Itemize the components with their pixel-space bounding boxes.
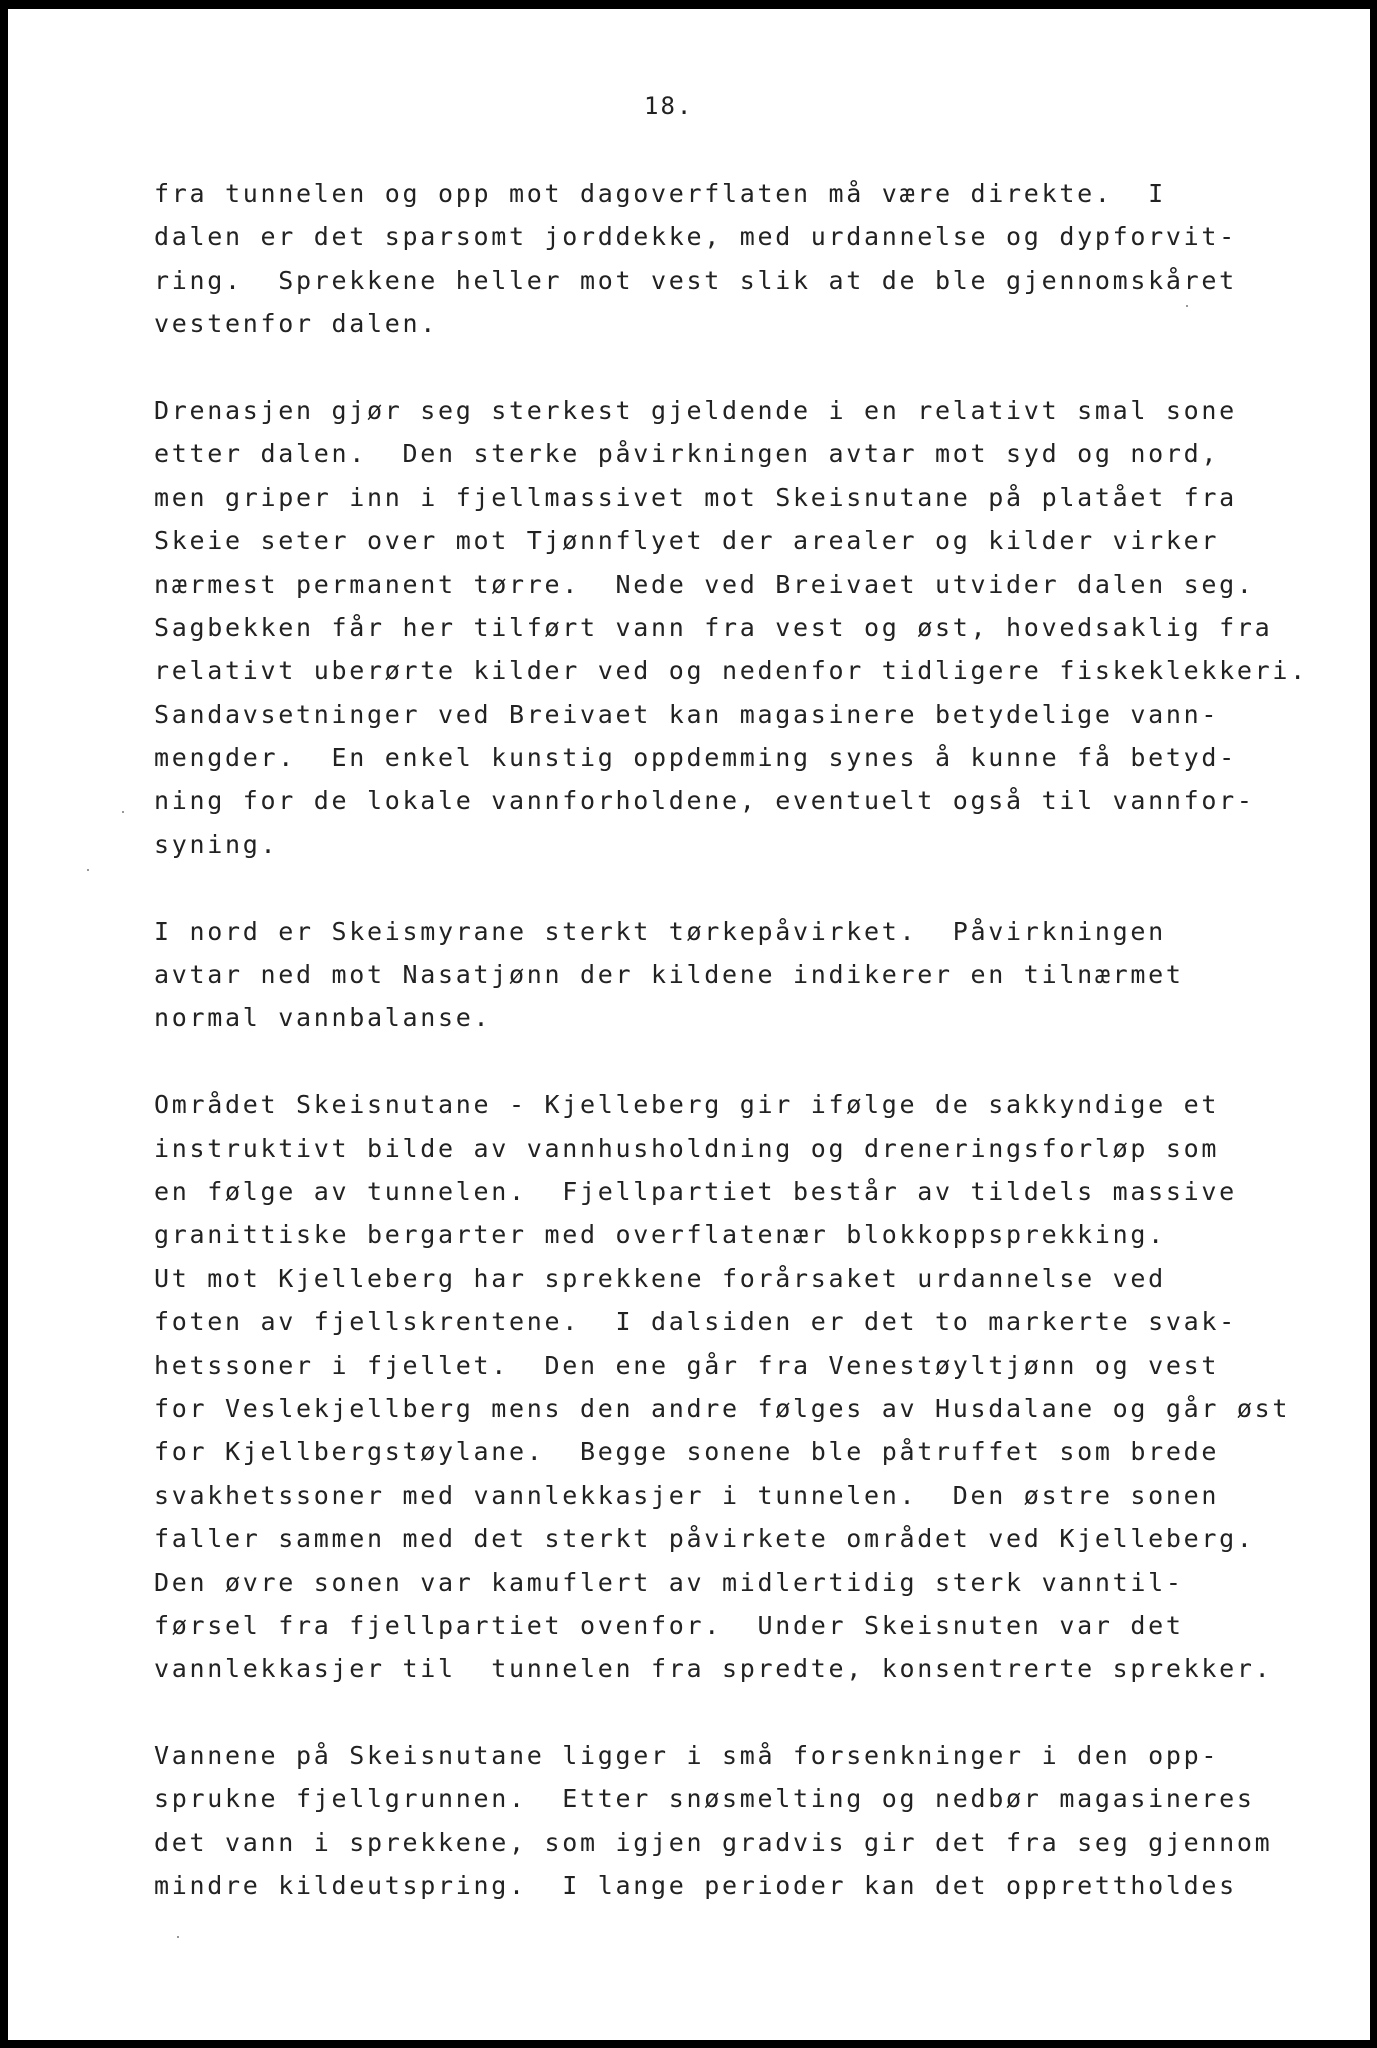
text-line: relativt uberørte kilder ved og nedenfor tidligere fiskeklekkeri.: [154, 656, 1308, 686]
text-line: vannlekkasjer til tunnelen fra spredte, konsentrerte sprekker.: [154, 1654, 1273, 1684]
text-line: sprukne fjellgrunnen. Etter snøsmelting og nedbør magasineres: [154, 1784, 1255, 1814]
text-line: avtar ned mot Nasatjønn der kildene indikerer en tilnærmet: [154, 960, 1184, 990]
text-line: svakhetssoner med vannlekkasjer i tunnelen. Den østre sonen: [154, 1480, 1220, 1510]
text-line: ning for de lokale vannforholdene, eventuelt også til vannfor-: [154, 786, 1255, 816]
text-line: nærmest permanent tørre. Nede ved Breivaet utvider dalen seg.: [154, 569, 1255, 599]
text-line: hetssoner i fjellet. Den ene går fra Venestøyltjønn og vest: [154, 1350, 1220, 1380]
text-line: mindre kildeutspring. I lange perioder kan det opprettholdes: [154, 1871, 1237, 1901]
text-line: instruktivt bilde av vannhusholdning og dreneringsforløp som: [154, 1133, 1220, 1163]
paragraph: [154, 1083, 1294, 1690]
text-line: vestenfor dalen.: [154, 309, 439, 339]
scan-speck: [1186, 305, 1188, 307]
text-line: faller sammen med det sterkt påvirkete området ved Kjelleberg.: [154, 1524, 1255, 1554]
text-line: Vannene på Skeisnutane ligger i små forsenkninger i den opp-: [154, 1741, 1220, 1771]
text-line: Den øvre sonen var kamuflert av midlertidig sterk vanntil-: [154, 1567, 1184, 1597]
text-line: foten av fjellskrentene. I dalsiden er det to markerte svak-: [154, 1307, 1237, 1337]
text-line: Sagbekken får her tilført vann fra vest og øst, hovedsaklig fra: [154, 612, 1273, 642]
text-line: granittiske bergarter med overflatenær blokkoppsprekking.: [154, 1220, 1166, 1250]
text-line: mengder. En enkel kunstig oppdemming synes å kunne få betyd-: [154, 743, 1237, 773]
body-text: [154, 172, 1308, 1908]
text-line: etter dalen. Den sterke påvirkningen avtar mot syd og nord,: [154, 439, 1220, 469]
text-line: Drenasjen gjør seg sterkest gjeldende i en relativt smal sone: [154, 395, 1237, 425]
scan-speck: [122, 811, 124, 813]
paragraph: [154, 172, 1294, 346]
text-line: en følge av tunnelen. Fjellpartiet består av tildels massive: [154, 1176, 1237, 1206]
text-line: fra tunnelen og opp mot dagoverflaten må være direkte. I: [154, 179, 1166, 208]
paragraph: [154, 1734, 1294, 1908]
text-line: men griper inn i fjellmassivet mot Skeisnutane på platået fra: [154, 482, 1237, 512]
text-line: Sandavsetninger ved Breivaet kan magasinere betydelige vann-: [154, 699, 1220, 729]
text-line: ring. Sprekkene heller mot vest slik at de ble gjennomskåret: [154, 265, 1237, 295]
text-line: for Kjellbergstøylane. Begge sonene ble påtruffet som brede: [154, 1437, 1220, 1467]
paragraph: [154, 389, 1308, 866]
text-line: syning.: [154, 829, 279, 859]
scan-speck: [87, 869, 89, 871]
scan-speck: [177, 1936, 179, 1938]
text-line: det vann i sprekkene, som igjen gradvis gir det fra seg gjennom: [154, 1827, 1273, 1857]
text-line: Ut mot Kjelleberg har sprekkene forårsaket urdannelse ved: [154, 1263, 1166, 1293]
text-line: normal vannbalanse.: [154, 1003, 492, 1033]
text-line: for Veslekjellberg mens den andre følges av Husdalane og går øst: [154, 1393, 1291, 1423]
text-line: I nord er Skeismyrane sterkt tørkepåvirket. Påvirkningen: [154, 916, 1166, 946]
text-line: Skeie seter over mot Tjønnflyet der arealer og kilder virker: [154, 526, 1220, 556]
text-line: førsel fra fjellpartiet ovenfor. Under Skeisnuten var det: [154, 1610, 1184, 1640]
paragraph: [154, 910, 1294, 1040]
page-number: 18.: [644, 92, 694, 120]
text-line: Området Skeisnutane - Kjelleberg gir ifølge de sakkyndige et: [154, 1090, 1220, 1120]
text-line: dalen er det sparsomt jorddekke, med urdannelse og dypforvit-: [154, 222, 1237, 252]
